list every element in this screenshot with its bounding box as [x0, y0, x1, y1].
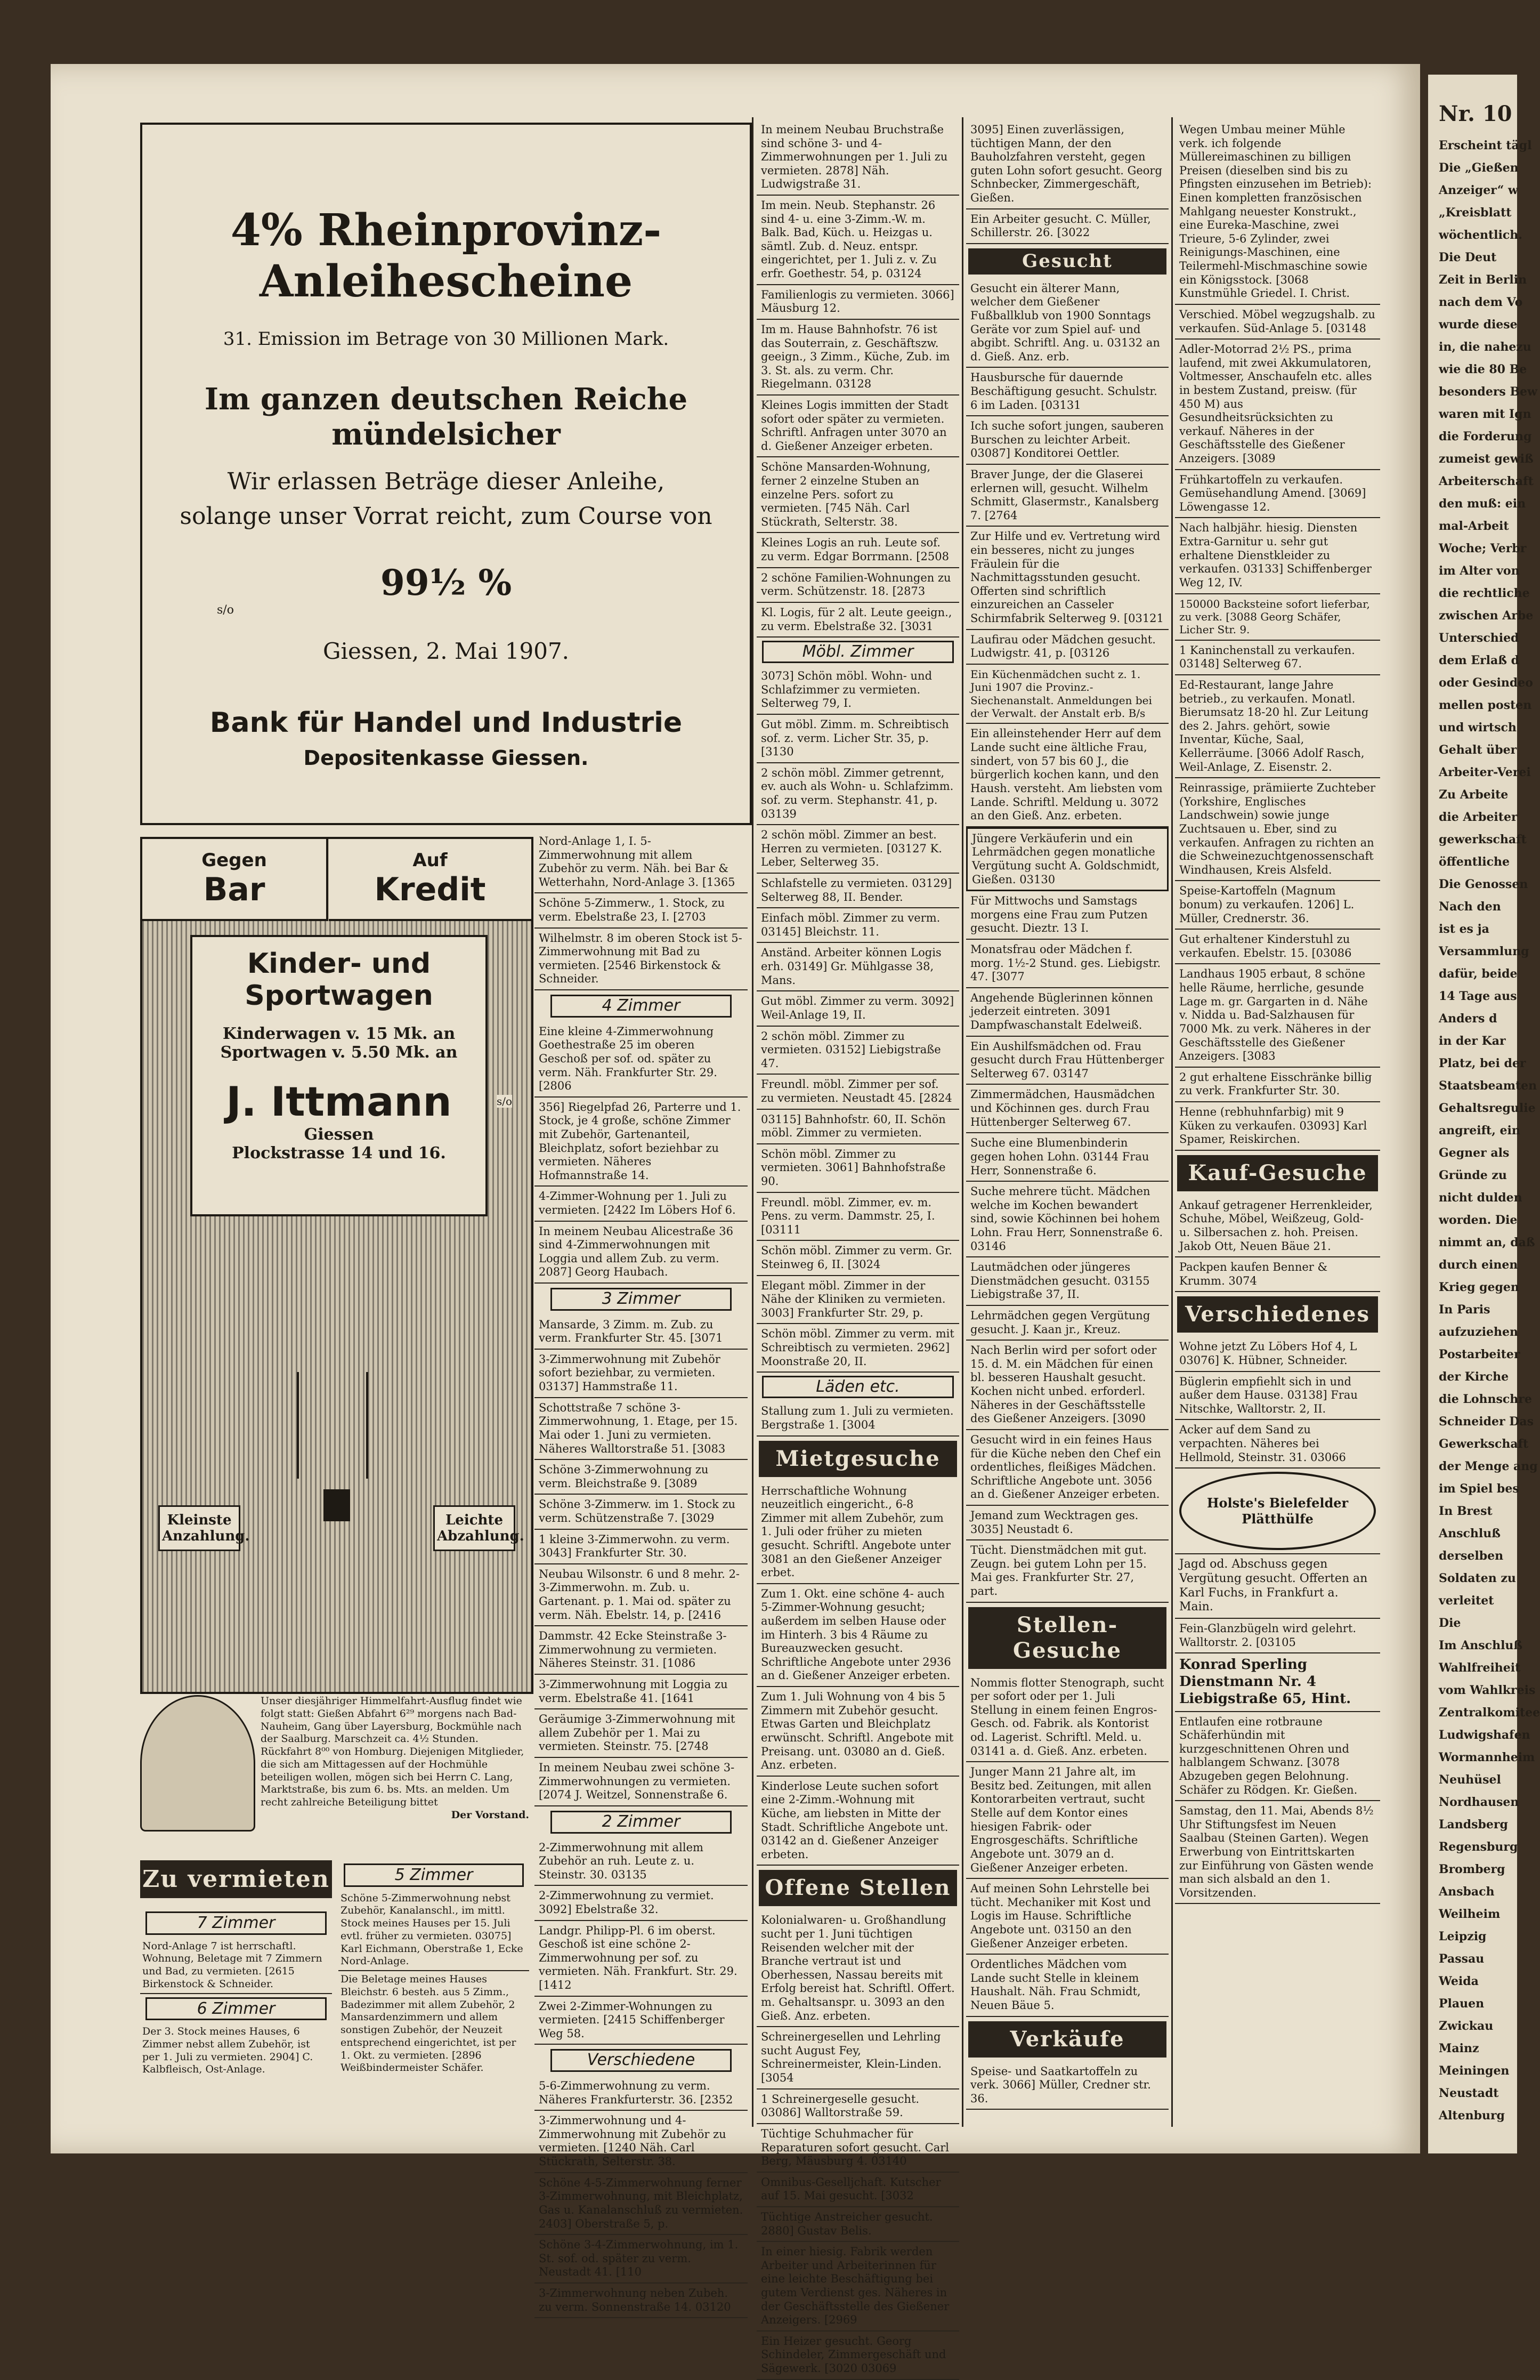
drei-ad-8: Dammstr. 42 Ecke Steinstraße 3-Zimmerwohnung zu vermieten. Näheres Steinstr. 31. [1086	[534, 1626, 748, 1675]
moebl-ad-10: Freundl. möbl. Zimmer per sof. zu vermieten. Neustadt 45. [2824	[757, 1075, 959, 1109]
ittmann-code: s/o	[497, 1095, 513, 1108]
pendulum-center	[323, 1489, 350, 1521]
adjacent-page-line: Passau	[1439, 1952, 1485, 1966]
col5-ad-25: Konrad Sperling Dienstmann Nr. 4 Liebigstraße 65, Hint.	[1175, 1653, 1380, 1712]
adjacent-page-line: vom Wahlkreis	[1439, 1683, 1536, 1697]
adjacent-page-line: Anzeiger“ w	[1439, 183, 1518, 197]
adjacent-page-line: mal-Arbeit	[1439, 519, 1509, 533]
col4-ad-1: 3095] Einen zuverlässigen, tüchtigen Mann, der den Bauholzfahren versteht, gegen guten Lohn sofort gesucht. Georg Schnbecker, Zimmergeschäft, Gießen.	[966, 120, 1169, 209]
col5-ad-17: Packpen kaufen Benner & Krumm. 3074	[1175, 1257, 1380, 1292]
adjacent-page-line: Weilheim	[1439, 1907, 1501, 1921]
col4-ad-22: Gesucht wird in ein feines Haus für die Küche neben den Chef ein ordentliches, fleißiges Mädchen. Schriftliche Angebote unt. 3056 an d. Gießener Anzeiger erbeten.	[966, 1430, 1169, 1506]
moebl-ad-7: Anständ. Arbeiter können Logis erh. 03149] Gr. Mühlgasse 38, Mans.	[757, 943, 959, 991]
adjacent-page-line: Soldaten zu	[1439, 1571, 1516, 1585]
adjacent-page-line: Zeit in Berlin	[1439, 273, 1527, 287]
kredit-label2: Kredit	[374, 871, 486, 908]
anleihe-text2: solange unser Vorrat reicht, zum Course von	[180, 503, 712, 530]
ittmann-firm: J. Ittmann	[226, 1078, 452, 1125]
moebl-ad-13: Freundl. möbl. Zimmer, ev. m. Pens. zu verm. Dammstr. 25, I. [03111	[757, 1193, 959, 1241]
fuenf-zimmer-header: 5 Zimmer	[344, 1863, 524, 1887]
col5-ad-21: Acker auf dem Sand zu verpachten. Näheres bei Hellmold, Steinstr. 31. 03066	[1175, 1420, 1380, 1469]
col4-ad-2: Ein Arbeiter gesucht. C. Müller, Schillerstr. 26. [3022	[966, 209, 1169, 244]
pendulum-left	[297, 1372, 310, 1479]
column-5	[1175, 120, 1380, 2113]
adjacent-page-line: Wormannheim	[1439, 1750, 1535, 1764]
col2-ad-3: Wilhelmstr. 8 im oberen Stock ist 5-Zimmerwohnung mit Bad zu vermieten. [2546 Birkenstock & Schneider.	[534, 929, 748, 990]
adjacent-page-line: Gründe zu	[1439, 1168, 1507, 1182]
verkaeufe-header: Verkäufe	[968, 2021, 1166, 2058]
versch-ad-3: Schöne 4-5-Zimmerwohnung ferner 3-Zimmerwohnung, mit Bleichplatz, Gas u. Kanalanschluß zu vermieten. 2403] Oberstraße 5, p.	[534, 2173, 748, 2235]
miet-ad-3: Zum 1. Juli Wohnung von 4 bis 5 Zimmern mit Zubehör gesucht. Etwas Garten und Bleichplatz erwünscht. Schriftl. Angebote mit Preisang. unt. 03080 an d. Gieß. Anz. erbeten.	[757, 1687, 959, 1777]
adjacent-page-line: Wahlfreiheit	[1439, 1661, 1521, 1675]
drei-ad-4: Schöne 3-Zimmerwohnung zu verm. Bleichstraße 9. [3089	[534, 1460, 748, 1495]
adjacent-page-line: Zwickau	[1439, 2019, 1494, 2033]
fuenf-zimmer-ad-2: Die Beletage meines Hauses Bleichstr. 6 besteh. aus 5 Zimm., Badezimmer mit allem Zubehör, 2 Mansardenzimmern und allem sonstigen Zubehör, der Neuzeit entsprechend eingerichtet, ist per 1. Okt. zu vermieten. [2896 Weißbindermeister Schäfer.	[341, 1973, 516, 2074]
adjacent-page-line: nimmt an, daß	[1439, 1236, 1535, 1249]
col3-ad-6: Schöne Mansarden-Wohnung, ferner 2 einzelne Stuben an einzelne Pers. sofort zu vermieten. [745 Näh. Carl Stückrath, Selterstr. 38.	[757, 457, 959, 533]
vier-ad-3: 4-Zimmer-Wohnung per 1. Juli zu vermieten. [2422 Im Löbers Hof 6.	[534, 1187, 748, 1221]
ittmann-title2: Sportwagen	[245, 980, 433, 1012]
verein-notice	[140, 1695, 529, 1855]
adjacent-page-line: Arbeiterschaft	[1439, 474, 1534, 488]
miet-ad-1: Herrschaftliche Wohnung neuzeitlich eingericht., 6-8 Zimmer mit allem Zubehör, zum 1. Juli oder früher zu mieten gesucht. Schriftl. Angebote unter 3081 an den Gießener Anzeiger erbet.	[757, 1481, 959, 1584]
sieben-zimmer-header: 7 Zimmer	[145, 1911, 327, 1935]
adjacent-page-line: im Alter von	[1439, 564, 1520, 578]
adjacent-page-line: der Menge ang	[1439, 1459, 1538, 1473]
col5-ad-20: Büglerin empfiehlt sich in und außer dem Hause. 03138] Frau Nitschke, Walltorstr. 2, II.	[1175, 1372, 1380, 1421]
adjacent-page-line: worden. Die	[1439, 1213, 1518, 1227]
anleihe-title: 4% Rheinprovinz-Anleihescheine	[230, 205, 662, 307]
moebl-ad-2: Gut möbl. Zimm. m. Schreibtisch sof. z. verm. Licher Str. 35, p. [3130	[757, 715, 959, 763]
col5-ad-6: 150000 Backsteine sofort lieferbar, zu verk. [3088 Georg Schäfer, Licher Str. 9.	[1175, 594, 1380, 641]
adjacent-page-line: Die Genossen	[1439, 877, 1528, 891]
sieben-zimmer-ad: Nord-Anlage 7 ist herrschaftl. Wohnung, Beletage mit 7 Zimmern und Bad, zu vermieten. [2615 Birkenstock & Schneider.	[140, 1938, 332, 1994]
moebl-ad-3: 2 schön möbl. Zimmer getrennt, ev. auch als Wohn- u. Schlafzimm. sof. zu verm. Stephanstr. 41, p. 03139	[757, 763, 959, 825]
col5-ad-11: Gut erhaltener Kinderstuhl zu verkaufen. Ebelstr. 15. [03086	[1175, 930, 1380, 964]
adjacent-page-line: Die	[1439, 1616, 1461, 1630]
anleihe-muendelsicher: Im ganzen deutschen Reiche mündelsicher	[204, 382, 688, 452]
adjacent-page-line: die Lohnschre	[1439, 1392, 1532, 1406]
adjacent-page-line: Landsberg	[1439, 1818, 1508, 1832]
adjacent-page-line: In Paris	[1439, 1303, 1490, 1317]
col5-ad-2: Verschied. Möbel wegzugshalb. zu verkaufen. Süd-Anlage 5. [03148	[1175, 305, 1380, 340]
anleihe-ad	[140, 123, 752, 825]
verein-text: Unser diesjähriger Himmelfahrt-Ausflug findet wie folgt statt: Gießen Abfahrt 6²⁹ morgens nach Bad-Nauheim, Gang über Layersburg, Bockmühle nach der Saalburg. Marschzeit ca. 4½ Stunden. Rückfahrt 8⁰⁰ von Homburg. Diejenigen Mitglieder, die sich am Mittagessen auf der Hochmühle beteiligen wollen, mögen sich bei Herrn C. Lang, Marktstraße, bis zum 6. bs. Mts. an melden. Um recht zahlreiche Beteiligung bittet	[261, 1695, 524, 1808]
bar-label1: Gegen	[201, 850, 267, 871]
vier-ad-1: Eine kleine 4-Zimmerwohnung Goethestraße 25 im oberen Geschoß per sof. od. später zu verm. Näh. Frankfurter Str. 29. [2806	[534, 1022, 748, 1098]
adjacent-page-line: Gegner als	[1439, 1146, 1510, 1160]
vier-zimmer-header: 4 Zimmer	[550, 995, 732, 1018]
adjacent-page-line: Die Deut	[1439, 251, 1497, 264]
col5-ad-16: Ankauf getragener Herrenkleider, Schuhe, Möbel, Weißzeug, Gold- u. Silbersachen z. hoh. Preisen. Jakob Ott, Neuen Bäue 21.	[1175, 1196, 1380, 1257]
vier-ad-2: 356] Riegelpfad 26, Parterre und 1. Stock, je 4 große, schöne Zimmer mit Zubehör, Gartenanteil, Bleichplatz, sofort beziehbar zu vermieten. Näheres Hofmannstraße 14.	[534, 1098, 748, 1187]
anleihe-bank: Bank für Handel und Industrie	[209, 707, 683, 739]
drei-ad-3: Schottstraße 7 schöne 3-Zimmerwohnung, 1. Etage, per 15. Mai oder 1. Juni zu vermieten. Näheres Walltorstraße 51. [3083	[534, 1398, 748, 1460]
verein-emblem	[140, 1695, 255, 1832]
col4-ad-6: Braver Junge, der die Glaserei erlernen will, gesucht. Wilhelm Schmitt, Glasermstr., Kanalsberg 7. [2764	[966, 465, 1169, 527]
adjacent-page-line: Gehaltsregulie	[1439, 1101, 1536, 1115]
adjacent-page-line: Ludwigshafen	[1439, 1728, 1530, 1742]
adjacent-page	[1428, 75, 1540, 2153]
adjacent-page-line: die Arbeiter	[1439, 810, 1518, 824]
ittmann-ad	[140, 837, 533, 1694]
adjacent-page-line: Erscheint tägl	[1439, 139, 1532, 152]
col4-ad-7: Zur Hilfe und ev. Vertretung wird ein besseres, nicht zu junges Fräulein für die Nachmittagsstunden gesucht. Offerten sind schriftlich einzureichen an Casseler Schirmfabrik Selterweg 9. [03121	[966, 527, 1169, 630]
col4-ad-17: Suche eine Blumenbinderin gegen hohen Lohn. 03144 Frau Herr, Sonnenstraße 6.	[966, 1133, 1169, 1182]
col4-ad-4: Hausbursche für dauernde Beschäftigung gesucht. Schulstr. 6 im Laden. [03131	[966, 368, 1169, 416]
anleihe-emission: 31. Emission im Betrage von 30 Millionen Mark.	[223, 328, 669, 350]
leichte-label: Leichte Abzahlung.	[433, 1505, 515, 1551]
col5-ad-4: Frühkartoffeln zu verkaufen. Gemüsehandlung Amend. [3069] Löwengasse 12.	[1175, 470, 1380, 519]
anleihe-price: 99½ %	[380, 562, 512, 603]
col1-left-listings	[140, 1908, 332, 2078]
adjacent-page-line: Weida	[1439, 1974, 1479, 1988]
adjacent-page-line: Regensburg	[1439, 1840, 1518, 1854]
adjacent-page-line: waren mit Ign	[1439, 407, 1531, 421]
newspaper-page	[51, 64, 1420, 2375]
col3-ad-4: Im m. Hause Bahnhofstr. 76 ist das Souterrain, z. Geschäftszw. geeign., 3 Zimm., Küche, Zub. im 3. St. als. zu verm. Chr. Riegelmann. 03128	[757, 320, 959, 396]
adjacent-page-line: Gewerkschaft	[1439, 1437, 1529, 1451]
offene-ad-3: 1 Schreinergeselle gesucht. 03086] Walltorstraße 59.	[757, 2089, 959, 2124]
adjacent-page-line: Arbeiter-Verei	[1439, 765, 1531, 779]
offene-ad-4: Tüchtige Schuhmacher für Reparaturen sofort gesucht. Carl Berg, Mäusburg 4. 03140	[757, 2124, 959, 2173]
col4-ad-10: Ein alleinstehender Herr auf dem Lande sucht eine ältliche Frau, sindert, von 57 bis 60 J., die bürgerlich kochen kann, und den Haush. versteht. Am liebsten vom Lande. Schriftl. Meldung u. 3072 an den Gieß. Anz. erbeten.	[966, 724, 1169, 827]
drei-ad-11: In meinem Neubau zwei schöne 3-Zimmerwohnungen zu vermieten. [2074 J. Weitzel, Sonnenstraße 6.	[534, 1758, 748, 1806]
adjacent-page-line: und wirtsch	[1439, 721, 1517, 735]
adjacent-page-line: wöchentlich.	[1439, 228, 1522, 242]
adjacent-page-line: wurde diese	[1439, 318, 1518, 332]
mietgesuche-header: Mietgesuche	[759, 1441, 957, 1477]
versch-ad-1: 5-6-Zimmerwohnung zu verm. Näheres Frankfurterstr. 36. [2352	[534, 2076, 748, 2111]
adjacent-page-line: Neustadt	[1439, 2086, 1499, 2100]
adjacent-page-line: mellen posten	[1439, 698, 1532, 712]
adjacent-page-line: oder Gesindeo	[1439, 676, 1533, 690]
adjacent-page-number: Nr. 10	[1439, 101, 1512, 126]
adjacent-page-line: Mainz	[1439, 2042, 1479, 2055]
col5-ad-10: Speise-Kartoffeln (Magnum bonum) zu verkaufen. 1206] L. Müller, Crednerstr. 36.	[1175, 881, 1380, 930]
col4-ad-23: Jemand zum Wecktragen ges. 3035] Neustadt 6.	[966, 1506, 1169, 1540]
adjacent-page-line: Anschluß	[1439, 1527, 1501, 1540]
kleinste-label: Kleinste Anzahlung.	[158, 1505, 240, 1551]
versch-ad-4: Schöne 3-4-Zimmerwohnung, im 1. St. sof. od. später zu verm. Neustadt 41. [110	[534, 2235, 748, 2284]
col3-ad-3: Familienlogis zu vermieten. 3066] Mäusburg 12.	[757, 285, 959, 320]
ittmann-title1: Kinder- und	[247, 948, 431, 980]
col5-ad-9: Reinrassige, prämiierte Zuchteber (Yorkshire, Englisches Landschwein) sowie junge Zuchtsauen u. Eber, sind zu verkaufen. Anfragen zu richten an die Schweinezuchtgenossenschaft Windhausen, Kreis Alsfeld.	[1175, 778, 1380, 881]
adjacent-page-line: Zentralkomitee	[1439, 1706, 1540, 1720]
drei-ad-5: Schöne 3-Zimmerw. im 1. Stock zu verm. Schützenstraße 7. [3029	[534, 1495, 748, 1529]
zwei-zimmer-header: 2 Zimmer	[550, 1811, 732, 1834]
adjacent-page-line: angreift, ein	[1439, 1124, 1520, 1137]
adjacent-page-line: in der Kar	[1439, 1034, 1506, 1048]
gesucht-header: Gesucht	[968, 248, 1166, 275]
moebl-ad-14: Schön möbl. Zimmer zu verm. Gr. Steinweg 6, II. [3024	[757, 1241, 959, 1276]
column-2	[534, 832, 748, 2318]
versch-ad-2: 3-Zimmerwohnung und 4-Zimmerwohnung mit Zubehör zu vermieten. [1240 Näh. Carl Stückrath, Selterstr. 38.	[534, 2111, 748, 2173]
adjacent-page-line: aufzuziehen	[1439, 1325, 1519, 1339]
adjacent-page-line: Krieg gegen	[1439, 1280, 1519, 1294]
col3-ad-2: Im mein. Neub. Stephanstr. 26 sind 4- u. eine 3-Zimm.-W. m. Balk. Bad, Küch. u. Heizgas u. sämtl. Zub. d. Neuz. entspr. eingerichtet, per 1. Juli z. v. Zu erfr. Goethestr. 54, p. 03124	[757, 196, 959, 285]
adjacent-page-line: Unterschied	[1439, 631, 1519, 645]
zwei-ad-4: Zwei 2-Zimmer-Wohnungen zu vermieten. [2415 Schiffenberger Weg 58.	[534, 1997, 748, 2045]
moebl-ad-1: 3073] Schön möbl. Wohn- und Schlafzimmer zu vermieten. Selterweg 79, I.	[757, 666, 959, 715]
adjacent-page-line: „Kreisblatt	[1439, 206, 1512, 220]
col5-ad-12: Landhaus 1905 erbaut, 8 schöne helle Räume, herrliche, gesunde Lage m. gr. Gargarten in d. Nähe v. Nidda u. Bad-Salzhausen für 7000 Mk. zu verk. Näheres in der Geschäftsstelle des Gießener Anzeigers. [3083	[1175, 964, 1380, 1067]
laeden-ad-1: Stallung zum 1. Juli zu vermieten. Bergstraße 1. [3004	[757, 1401, 959, 1436]
col5-ad-8: Ed-Restaurant, lange Jahre betrieb., zu verkaufen. Monatl. Bierumsatz 18-20 hl. Zur Leitung des 2. Jahrs. gehört, sowie Inventar, Küche, Saal, Kellerräume. [3066 Adolf Rasch, Weil-Anlage, Z. Eisenstr. 2.	[1175, 675, 1380, 778]
adjacent-page-line: Nordhausen	[1439, 1795, 1519, 1809]
bar-box	[142, 839, 328, 921]
adjacent-page-line: Plauen	[1439, 1997, 1485, 2011]
miet-ad-4: Kinderlose Leute suchen sofort eine 2-Zimm.-Wohnung mit Küche, am liebsten in Mitte der Stadt. Schriftliche Angebote unt. 03142 an d. Gießener Anzeiger erbeten.	[757, 1777, 959, 1866]
col5-ad-14: Henne (rebhuhnfarbig) mit 9 Küken zu verkaufen. 03093] Karl Spamer, Reiskirchen.	[1175, 1102, 1380, 1151]
adjacent-page-line: die rechtliche	[1439, 586, 1530, 600]
col4-ad-9: Ein Küchenmädchen sucht z. 1. Juni 1907 die Provinz.-Siechenanstalt. Anmeldungen bei der Verwalt. der Anstalt erb. B/s	[966, 665, 1169, 724]
adjacent-page-line: Im Anschluß	[1439, 1639, 1523, 1652]
col4-ad-13: Monatsfrau oder Mädchen f. morg. 1½-2 Stund. ges. Liebigstr. 47. [3077	[966, 940, 1169, 988]
drei-ad-2: 3-Zimmerwohnung mit Zubehör sofort beziehbar, zu vermieten. 03137] Hammstraße 11.	[534, 1350, 748, 1398]
adjacent-page-line: im Spiel bes	[1439, 1482, 1519, 1496]
adjacent-page-line: zumeist gewiß	[1439, 452, 1534, 466]
col5-ad-19: Wohne jetzt Zu Löbers Hof 4, L 03076] K. Hübner, Schneider.	[1175, 1337, 1380, 1371]
col5-ad-26: Entlaufen eine rotbraune Schäferhündin mit kurzgeschnittenen Ohren und halblangem Schwanz. [3078 Abzugeben gegen Belohnung. Schäfer zu Rödgen. Kr. Gießen.	[1175, 1712, 1380, 1802]
col5-ad-5: Nach halbjähr. hiesig. Diensten Extra-Garnitur u. sehr gut erhaltene Dienstkleider zu verkaufen. 03133] Schiffenberger Weg 12, IV.	[1175, 518, 1380, 594]
col4-ad-27: Auf meinen Sohn Lehrstelle bei tücht. Mechaniker mit Kost und Logis im Hause. Schriftliche Angebote unt. 03150 an den Gießener Anzeiger erbeten.	[966, 1879, 1169, 1955]
bar-label2: Bar	[203, 871, 265, 908]
zwei-ad-3: Landgr. Philipp-Pl. 6 im oberst. Geschoß ist eine schöne 2-Zimmerwohnung per sof. zu vermieten. Näh. Frankfurt. Str. 29. [1412	[534, 1921, 748, 1997]
drei-ad-10: Geräumige 3-Zimmerwohnung mit allem Zubehör per 1. Mai zu vermieten. Steinstr. 75. [2748	[534, 1709, 748, 1758]
adjacent-page-line: den muß: ein	[1439, 497, 1526, 511]
offene-ad-7: In einer hiesig. Fabrik werden Arbeiter und Arbeiterinnen für eine leichte Beschäftigung bei gutem Verdienst ges. Näheres in der Geschäftsstelle des Gießener Anzeigers. [2969	[757, 2242, 959, 2331]
anleihe-dept: Depositenkasse Giessen.	[303, 746, 589, 770]
kauf-gesuche-header: Kauf-Gesuche	[1177, 1155, 1378, 1191]
ittmann-price2: Sportwagen v. 5.50 Mk. an	[220, 1043, 458, 1062]
pendulum-right	[366, 1372, 379, 1479]
col3-ad-7: Kleines Logis an ruh. Leute sof. zu verm. Edgar Borrmann. [2508	[757, 533, 959, 568]
adjacent-page-line: Versammlung	[1439, 945, 1529, 958]
sechs-zimmer-header: 6 Zimmer	[145, 1997, 327, 2021]
ittmann-price1: Kinderwagen v. 15 Mk. an	[222, 1024, 456, 1043]
col4-ad-28: Ordentliches Mädchen vom Lande sucht Stelle in kleinem Haushalt. Näh. Frau Schmidt, Neuen Bäue 5.	[966, 1955, 1169, 2016]
adjacent-page-line: 14 Tage aus	[1439, 989, 1517, 1003]
col4-ad-19: Lautmädchen oder jüngeres Dienstmädchen gesucht. 03155 Liebigstraße 37, II.	[966, 1257, 1169, 1306]
ittmann-address: Plockstrasse 14 und 16.	[232, 1144, 446, 1163]
offene-ad-5: Omnibus-Geselljchaft. Kutscher auf 15. Mai gesucht. [3032	[757, 2173, 959, 2207]
column-rule-3	[1171, 117, 1173, 2127]
stellen-gesuche-header: Stellen-Gesuche	[968, 1607, 1166, 1669]
ittmann-main-box	[190, 935, 488, 1216]
adjacent-page-line: In Brest	[1439, 1504, 1493, 1518]
sechs-zimmer-ad: Der 3. Stock meines Hauses, 6 Zimmer nebst allem Zubehör, ist per 1. Juli zu vermieten. 2904] C. Kalbfleisch, Ost-Anlage.	[142, 2026, 313, 2076]
adjacent-page-line: Meiningen	[1439, 2064, 1510, 2078]
col4-ad-26: Junger Mann 21 Jahre alt, im Besitz bed. Zeitungen, mit allen Kontorarbeiten vertraut, sucht Stelle auf dem Kontor eines hiesigen Fabrik- oder Engrosgeschäfts. Schriftliche Angebote unt. 3079 an d. Gießener Anzeiger erbeten.	[966, 1762, 1169, 1879]
col4-ad-20: Lehrmädchen gegen Vergütung gesucht. J. Kaan jr., Kreuz.	[966, 1306, 1169, 1341]
adjacent-page-line: Gehalt über	[1439, 743, 1517, 757]
col5-ad-24: Fein-Glanzbügeln wird gelehrt. Walltorstr. 2. [03105	[1175, 1619, 1380, 1653]
adjacent-page-line: Anders d	[1439, 1012, 1497, 1026]
offene-stellen-header: Offene Stellen	[759, 1870, 957, 1906]
column-rule-1	[752, 117, 753, 2127]
col1-right-listings	[338, 1860, 529, 2077]
column-3	[757, 120, 959, 2375]
ittmann-city: Giessen	[304, 1125, 374, 1144]
fuenf-zimmer-ad-1: Schöne 5-Zimmerwohnung nebst Zubehör, Kanalanschl., im mittl. Stock meines Hauses per 15. Juli evtl. früher zu vermieten. 03075] Karl Eichmann, Oberstraße 1, Ecke Nord-Anlage.	[338, 1890, 529, 1972]
column-rule-2	[962, 117, 963, 2127]
col4-ad-25: Nommis flotter Stenograph, sucht per sofort oder per 1. Juli Stellung in einem feinen Engros-Gesch. od. Fabrik. als Kontorist od. Lagerist. Schriftl. Meld. u. 03141 a. d. Gieß. Anz. erbeten.	[966, 1673, 1169, 1763]
plaetthuelfe-logo: Holste's Bielefelder Plätthülfe	[1179, 1472, 1376, 1550]
versch-ad-5: 3-Zimmerwohnung neben Zubeh. zu verm. Sonnenstraße 14. 03120	[534, 2284, 748, 2318]
moebl-ad-16: Schön möbl. Zimmer zu verm. mit Schreibtisch zu vermieten. 2962] Moonstraße 20, II.	[757, 1324, 959, 1373]
adjacent-page-line: Leipzig	[1439, 1930, 1487, 1943]
adjacent-page-line: Staatsbeamten	[1439, 1079, 1537, 1093]
moebl-ad-15: Elegant möbl. Zimmer in der Nähe der Kliniken zu vermieten. 3003] Frankfurter Str. 29, p.	[757, 1276, 959, 1325]
col4-ad-18: Suche mehrere tücht. Mädchen welche im Kochen bewandert sind, sowie Köchinnen bei hohem Lohn. Frau Herr, Sonnenstraße 6. 03146	[966, 1182, 1169, 1257]
zwei-ad-1: 2-Zimmerwohnung mit allem Zubehör an ruh. Leute z. u. Steinstr. 30. 03135	[534, 1838, 748, 1886]
col4-ad-5: Ich suche sofort jungen, sauberen Burschen zu leichter Arbeit. 03087] Konditorei Oettler.	[966, 416, 1169, 465]
col3-ad-5: Kleines Logis immitten der Stadt sofort oder später zu vermieten. Schriftl. Anfragen unter 3070 an d. Gießener Anzeiger erbeten.	[757, 396, 959, 457]
adjacent-page-line: Ansbach	[1439, 1885, 1495, 1899]
moebl-ad-8: Gut möbl. Zimmer zu verm. 3092] Weil-Anlage 19, II.	[757, 991, 959, 1026]
col4-ad-15: Ein Aushilfsmädchen od. Frau gesucht durch Frau Hüttenberger Selterweg 67. 03147	[966, 1037, 1169, 1085]
col4-ad-24: Tücht. Dienstmädchen mit gut. Zeugn. bei gutem Lohn per 15. Mai ges. Frankfurter Str. 27, part.	[966, 1540, 1169, 1602]
moebl-ad-12: Schön möbl. Zimmer zu vermieten. 3061] Bahnhofstraße 90.	[757, 1144, 959, 1193]
col5-ad-27: Samstag, den 11. Mai, Abends 8½ Uhr Stiftungsfest im Neuen Saalbau (Steinen Garten). Wegen Erwerbung von Eintrittskarten zur Einführung von Gästen wende man sich alsbald an den 1. Vorsitzenden.	[1175, 1801, 1380, 1904]
adjacent-page-line: zwischen Arbe	[1439, 609, 1534, 623]
col4-ad-12: Für Mittwochs und Samstags morgens eine Frau zum Putzen gesucht. Dieztr. 13 I.	[966, 891, 1169, 940]
adjacent-page-line: nach dem Vo	[1439, 295, 1523, 309]
adjacent-page-line: dafür, beide	[1439, 967, 1518, 981]
verschiedenes-header: Verschiedenes	[1177, 1296, 1378, 1333]
adjacent-page-line: der Kirche	[1439, 1370, 1509, 1384]
moebl-ad-9: 2 schön möbl. Zimmer zu vermieten. 03152] Liebigstraße 47.	[757, 1027, 959, 1075]
col5-ad-1: Wegen Umbau meiner Mühle verk. ich folgende Müllereimaschinen zu billigen Preisen (dieselben sind bis zu Pfingsten einzusehen im Betrieb): Einen kompletten französischen Mahlgang neuester Konstrukt., eine Eureka-Maschine, zwei Trieure, 5-6 Zylinder, zwei Reinigungs-Maschinen, eine Teilermehl-Mischmaschine sowie ein Königsstock. [3068 Kunstmühle Griedel. I. Christ.	[1175, 120, 1380, 305]
kredit-box	[329, 839, 531, 921]
drei-ad-9: 3-Zimmerwohnung mit Loggia zu verm. Ebelstraße 41. [1641	[534, 1675, 748, 1709]
adjacent-page-line: Bromberg	[1439, 1862, 1505, 1876]
offene-ad-6: Tüchtige Anstreicher gesucht. 2880] Gustav Belis.	[757, 2207, 959, 2242]
offene-ad-8: Ein Heizer gesucht. Georg Schindeler, Zimmergeschäft und Sägewerk. [3020 03069	[757, 2331, 959, 2380]
adjacent-page-line: Nach den	[1439, 900, 1501, 914]
zu-vermieten-header: Zu vermieten	[140, 1860, 332, 1898]
zwei-ad-2: 2-Zimmerwohnung zu vermiet. 3092] Ebelstraße 32.	[534, 1886, 748, 1921]
adjacent-page-line: Neuhüsel	[1439, 1773, 1501, 1787]
drei-zimmer-header: 3 Zimmer	[550, 1288, 732, 1311]
col3-ad-9: Kl. Logis, für 2 alt. Leute geeign., zu verm. Ebelstraße 32. [3031	[757, 603, 959, 638]
drei-ad-6: 1 kleine 3-Zimmerwohn. zu verm. 3043] Frankfurter Str. 30.	[534, 1530, 748, 1564]
col4-ad-29: Speise- und Saatkartoffeln zu verk. 3066] Müller, Credner str. 36.	[966, 2062, 1169, 2110]
anleihe-fine: s/o	[217, 603, 234, 617]
laeden-header: Läden etc.	[762, 1376, 954, 1398]
miet-ad-2: Zum 1. Okt. eine schöne 4- auch 5-Zimmer-Wohnung gesucht; außerdem im selben Hause oder im Hinterh. 3 bis 4 Räume zu Bureauzwecken gesucht. Schriftliche Angebote unter 2936 an d. Gießener Anzeiger erbeten.	[757, 1584, 959, 1687]
col4-ad-8: Laufirau oder Mädchen gesucht. Ludwigstr. 41, p. [03126	[966, 630, 1169, 665]
col2-ad-1: Nord-Anlage 1, I. 5-Zimmerwohnung mit allem Zubehör zu verm. Näh. bei Bar & Wetterhahn, Nord-Anlage 3. [1365	[534, 832, 748, 893]
adjacent-page-line: dem Erlaß d	[1439, 654, 1520, 667]
moebl-ad-4: 2 schön möbl. Zimmer an best. Herren zu vermieten. [03127 K. Leber, Selterweg 35.	[757, 825, 959, 874]
adjacent-page-line: derselben	[1439, 1549, 1504, 1563]
adjacent-page-line: Platz, bei der	[1439, 1056, 1526, 1070]
adjacent-page-line: durch einen	[1439, 1258, 1518, 1272]
drei-ad-1: Mansarde, 3 Zimm. m. Zub. zu verm. Frankfurter Str. 45. [3071	[534, 1315, 748, 1350]
col5-ad-7: 1 Kaninchenstall zu verkaufen. 03148] Selterweg 67.	[1175, 641, 1380, 675]
anleihe-date: Giessen, 2. Mai 1907.	[322, 638, 570, 664]
anleihe-text1: Wir erlassen Beträge dieser Anleihe,	[227, 468, 665, 495]
moebl-ad-11: 03115] Bahnhofstr. 60, II. Schön möbl. Zimmer zu vermieten.	[757, 1110, 959, 1144]
drei-ad-7: Neubau Wilsonstr. 6 und 8 mehr. 2-3-Zimmerwohn. m. Zub. u. Gartenant. p. 1. Mai od. später zu verm. Näh. Ebelstr. 14, p. [2416	[534, 1564, 748, 1626]
col4-ad-21: Nach Berlin wird per sofort oder 15. d. M. ein Mädchen für einen bl. besseren Haushalt gesucht. Kochen nicht unbed. erforderl. Näheres in der Geschäftsstelle des Gießener Anzeigers. [3090	[966, 1341, 1169, 1430]
moebl-ad-6: Einfach möbl. Zimmer zu verm. 03145] Bleichstr. 11.	[757, 908, 959, 943]
verein-sign: Der Vorstand.	[451, 1809, 529, 1821]
col4-ad-11: Jüngere Verkäuferin und ein Lehrmädchen gegen monatliche Vergütung sucht A. Goldschmidt, Gießen. 03130	[966, 827, 1169, 891]
col4-ad-16: Zimmermädchen, Hausmädchen und Köchinnen ges. durch Frau Hüttenberger Selterweg 67.	[966, 1085, 1169, 1133]
col3-ad-1: In meinem Neubau Bruchstraße sind schöne 3- und 4-Zimmerwohnungen per 1. Juli zu vermieten. 2878] Näh. Ludwigstraße 31.	[757, 120, 959, 196]
column-4	[966, 120, 1169, 2113]
col3-ad-8: 2 schöne Familien-Wohnungen zu verm. Schützenstr. 18. [2873	[757, 568, 959, 603]
adjacent-page-line: in, die nahezu	[1439, 340, 1531, 354]
col5-ad-3: Adler-Motorrad 2½ PS., prima laufend, mit zwei Akkumulatoren, Voltmesser, Anschaufeln etc. alles in bestem Zustand, preisw. (für 450 M) aus Gesundheitsrücksichten zu verkauf. Näheres in der Geschäftsstelle des Gießener Anzeigers. [3089	[1175, 340, 1380, 470]
adjacent-page-line: Schneider Das	[1439, 1415, 1534, 1429]
verschiedene-header: Verschiedene	[550, 2049, 732, 2072]
adjacent-page-line: ist es ja	[1439, 922, 1489, 936]
adjacent-page-line: Zu Arbeite	[1439, 788, 1509, 802]
col4-ad-14: Angehende Büglerinnen können jederzeit eintreten. 3091 Dampfwaschanstalt Edelweiß.	[966, 988, 1169, 1037]
moebl-zimmer-header: Möbl. Zimmer	[762, 641, 954, 663]
vier-ad-4: In meinem Neubau Alicestraße 36 sind 4-Zimmerwohnungen mit Loggia und allem Zub. zu verm. 2087] Georg Haubach.	[534, 1222, 748, 1284]
adjacent-page-line: öffentliche	[1439, 855, 1510, 869]
adjacent-page-line: verleitet	[1439, 1594, 1494, 1608]
col5-ad-13: 2 gut erhaltene Eisschränke billig zu verk. Frankfurter Str. 30.	[1175, 1068, 1380, 1102]
adjacent-page-line: die Forderung	[1439, 430, 1532, 443]
adjacent-page-line: gewerkschaft	[1439, 833, 1527, 846]
adjacent-page-line: Woche; Verbr	[1439, 542, 1527, 555]
col5-ad-23: Jagd od. Abschuss gegen Vergütung gesucht. Offerten an Karl Fuchs, in Frankfurt a. Main.	[1175, 1554, 1380, 1619]
moebl-ad-5: Schlafstelle zu vermieten. 03129] Selterweg 88, II. Bender.	[757, 874, 959, 908]
kredit-label1: Auf	[412, 850, 448, 871]
adjacent-page-line: Die „Gießen	[1439, 161, 1519, 175]
offene-ad-1: Kolonialwaren- u. Großhandlung sucht per 1. Juni tüchtigen Reisenden welcher mit der Branche vertraut ist und Oberhessen, Nassau bereits mit Erfolg bereist hat. Schriftl. Offert. m. Gehaltsanspr. u. 3093 an den Gieß. Anz. erbeten.	[757, 1910, 959, 2027]
offene-ad-2: Schreinergesellen und Lehrling sucht August Fey, Schreinermeister, Klein-Linden. [3054	[757, 2027, 959, 2089]
col4-ad-3: Gesucht ein älterer Mann, welcher dem Gießener Fußballklub von 1900 Sonntags Geräte vor zum Spiel auf- und abgibt. Schriftl. Ang. u. 03132 an d. Gieß. Anz. erb.	[966, 279, 1169, 368]
adjacent-page-line: wie die 80 Be	[1439, 362, 1527, 376]
adjacent-page-line: besonders Bew	[1439, 385, 1537, 399]
plaetthuelfe-ad	[1175, 1469, 1380, 1554]
adjacent-page-line: Postarbeiter	[1439, 1348, 1520, 1361]
adjacent-page-line: Altenburg	[1439, 2109, 1505, 2123]
col2-ad-2: Schöne 5-Zimmerw., 1. Stock, zu verm. Ebelstraße 23, I. [2703	[534, 893, 748, 928]
adjacent-page-line: nicht dulden	[1439, 1191, 1522, 1205]
